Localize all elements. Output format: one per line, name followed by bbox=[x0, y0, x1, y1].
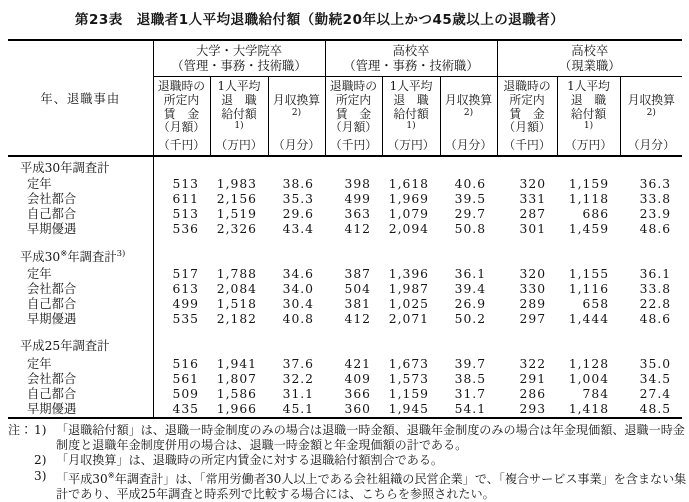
value-cell: 561 bbox=[172, 372, 199, 386]
footnote-text-segment: 「平成30 bbox=[56, 471, 108, 486]
group-label-line: （現業職） bbox=[559, 59, 621, 73]
footnote-text-segment: 年調査計」は、「常用労働者30人以上である会社組織の民営企業」で、「複合サービス事業」を含まない集計であり、平成25年調査と時系列で比較する場合には、こちらを参照されたい。 bbox=[56, 471, 687, 501]
footnote-prefix bbox=[8, 453, 34, 468]
footnote-marker: 1) bbox=[34, 423, 47, 437]
category-label: 定年 bbox=[8, 267, 153, 282]
value-cell: 536 bbox=[172, 222, 199, 236]
value-cell: 22.8 bbox=[639, 297, 672, 311]
value-cell: 291 bbox=[519, 372, 547, 386]
footnote-ref: 1) bbox=[583, 121, 594, 132]
footnote bbox=[8, 453, 689, 468]
value-cell: 412 bbox=[344, 312, 372, 326]
block-title-text: 平成30年調査計 bbox=[20, 161, 110, 175]
footnote-sup: ※ bbox=[107, 470, 115, 481]
value-cell: 435 bbox=[172, 402, 199, 416]
value-cell: 37.6 bbox=[282, 357, 315, 371]
value-cell: 48.6 bbox=[639, 222, 672, 236]
value-cell: 31.7 bbox=[454, 387, 487, 401]
subheader-line: 月収換算 bbox=[272, 93, 321, 107]
value-cell: 1,159 bbox=[568, 177, 610, 191]
value-cell: 286 bbox=[519, 387, 547, 401]
value-cell: 409 bbox=[344, 372, 372, 386]
category-label: 早期優遇 bbox=[8, 222, 153, 237]
group-label-line: （管理・事務・技術職） bbox=[343, 59, 479, 73]
footnote-ref: 2) bbox=[646, 107, 656, 118]
unit-label: （万円） bbox=[387, 138, 435, 152]
value-cell: 613 bbox=[172, 282, 199, 296]
table-row bbox=[8, 372, 682, 387]
value-cell: 1,079 bbox=[388, 207, 430, 221]
subheader-line: 1人平均 bbox=[389, 79, 433, 93]
value-cell: 23.9 bbox=[639, 207, 672, 221]
category-label: 会社都合 bbox=[8, 282, 153, 297]
block-title-sup: 3) bbox=[116, 248, 126, 259]
value-cell: 54.1 bbox=[454, 402, 487, 416]
subheader-line: （月額） bbox=[503, 120, 551, 135]
value-cell: 1,573 bbox=[388, 372, 430, 386]
value-cell: 1,004 bbox=[568, 372, 610, 386]
table-row bbox=[8, 357, 682, 372]
subheader-line: 1人平均 bbox=[567, 79, 610, 93]
block-title-text: 平成25年調査計 bbox=[20, 338, 110, 353]
value-cell: 1,396 bbox=[388, 267, 430, 281]
footnote-text bbox=[56, 469, 689, 502]
table-row bbox=[8, 267, 682, 282]
value-cell: 1,673 bbox=[388, 357, 430, 371]
subheader-line: 退職時の bbox=[329, 79, 378, 93]
value-cell: 387 bbox=[344, 267, 372, 281]
value-cell: 381 bbox=[344, 297, 372, 311]
value-cell: 363 bbox=[344, 207, 372, 221]
table-row bbox=[8, 387, 682, 402]
value-cell: 1,941 bbox=[216, 357, 257, 371]
value-cell: 33.8 bbox=[639, 192, 672, 206]
category-label: 会社都合 bbox=[8, 192, 153, 207]
value-cell: 48.6 bbox=[639, 312, 672, 326]
block-header-row bbox=[8, 327, 682, 357]
table-row bbox=[8, 402, 682, 418]
value-cell: 301 bbox=[519, 222, 547, 236]
category-label: 自己都合 bbox=[8, 297, 153, 312]
block-title-text: 平成30 bbox=[20, 250, 61, 265]
category-label: 自己都合 bbox=[8, 387, 153, 402]
value-cell: 293 bbox=[519, 402, 547, 416]
table-title: 第23表 退職者1人平均退職給付額（勤続20年以上かつ45歳以上の退職者） bbox=[75, 12, 565, 28]
group-header-highschool-production bbox=[497, 40, 682, 77]
value-cell: 784 bbox=[582, 387, 610, 401]
value-cell: 412 bbox=[344, 222, 372, 236]
value-cell: 1,983 bbox=[216, 177, 257, 191]
block-header-row bbox=[8, 156, 682, 177]
stub-header: 年、退職事由 bbox=[8, 40, 153, 156]
subheader-wage-g1 bbox=[153, 77, 210, 157]
subheader-monthly-g3 bbox=[620, 77, 682, 157]
footnote bbox=[8, 469, 689, 502]
group-label-line: （管理・事務・技術職） bbox=[171, 59, 307, 73]
value-cell: 36.1 bbox=[454, 267, 487, 281]
table-row bbox=[8, 192, 682, 207]
subheader-line: 退 職 bbox=[570, 92, 607, 107]
footnote-text: 「月収換算」は、退職時の所定内賃金に対する退職給付額割合である。 bbox=[56, 453, 444, 468]
subheader-benefit-g1 bbox=[210, 77, 268, 157]
block-header-row bbox=[8, 237, 682, 267]
block-title-sup: ※ bbox=[60, 248, 68, 259]
group-label-line: 大学・大学院卒 bbox=[195, 44, 283, 58]
subheader-line: 賃 金 bbox=[509, 106, 545, 121]
value-cell: 513 bbox=[172, 177, 199, 191]
value-cell: 1,116 bbox=[568, 282, 610, 296]
table-row bbox=[8, 207, 682, 222]
value-cell: 30.4 bbox=[282, 297, 315, 311]
group-header-highschool-admin bbox=[325, 40, 497, 77]
table-row bbox=[8, 177, 682, 192]
value-cell: 398 bbox=[344, 177, 372, 191]
table-row bbox=[8, 222, 682, 237]
subheader-line: 1人平均 bbox=[217, 79, 261, 93]
value-cell: 39.7 bbox=[454, 357, 487, 371]
value-cell: 2,182 bbox=[216, 312, 257, 326]
value-cell: 366 bbox=[344, 387, 372, 401]
subheader-line: 退職時の bbox=[157, 79, 206, 93]
footnote-text: 「退職給付額」は、退職一時金制度のみの場合は退職一時金額、退職年金制度のみの場合は年金現価額、退職一時金制度と退職年金制度併用の場合は、退職一時金額と年金現価額の計である。 bbox=[56, 423, 685, 453]
category-label: 早期優遇 bbox=[8, 312, 153, 327]
value-cell: 33.8 bbox=[639, 282, 672, 296]
value-cell: 320 bbox=[519, 267, 547, 281]
subheader-monthly-g2 bbox=[440, 77, 497, 157]
value-cell: 1,586 bbox=[216, 387, 257, 401]
value-cell: 39.4 bbox=[454, 282, 487, 296]
value-cell: 504 bbox=[344, 282, 372, 296]
table-row bbox=[8, 312, 682, 327]
unit-label: （万円） bbox=[215, 138, 263, 152]
value-cell: 36.3 bbox=[639, 177, 672, 191]
value-cell: 43.4 bbox=[282, 222, 315, 236]
value-cell: 2,156 bbox=[216, 192, 257, 206]
subheader-wage-g2 bbox=[325, 77, 382, 157]
value-cell: 34.0 bbox=[282, 282, 315, 296]
footnotes bbox=[8, 423, 689, 502]
block-header-filler bbox=[153, 237, 682, 267]
value-cell: 45.1 bbox=[282, 402, 315, 416]
unit-label: （月分） bbox=[272, 138, 321, 152]
value-cell: 29.6 bbox=[282, 207, 315, 221]
block-title bbox=[8, 327, 153, 357]
subheader-line: 月収換算 bbox=[444, 93, 493, 107]
subheader-line: 退 職 bbox=[393, 92, 429, 107]
value-cell: 499 bbox=[344, 192, 372, 206]
footnote-ref: 2) bbox=[463, 107, 474, 118]
footnote-marker: 2) bbox=[34, 453, 47, 468]
value-cell: 1,788 bbox=[216, 267, 257, 281]
subheader-line: 賃 金 bbox=[335, 106, 372, 121]
value-cell: 330 bbox=[519, 282, 547, 296]
group-header-row bbox=[8, 40, 682, 77]
footnote-prefix: 注： bbox=[8, 423, 33, 437]
subheader-benefit-g3 bbox=[557, 77, 620, 157]
block-header-filler bbox=[153, 156, 682, 177]
block-title bbox=[8, 237, 153, 267]
value-cell: 36.1 bbox=[639, 267, 672, 281]
footnote-ref: 1) bbox=[406, 121, 416, 132]
value-cell: 1,025 bbox=[388, 297, 430, 311]
value-cell: 658 bbox=[582, 297, 610, 311]
subheader-monthly-g1 bbox=[268, 77, 325, 157]
value-cell: 535 bbox=[172, 312, 199, 326]
value-cell: 1,519 bbox=[216, 207, 257, 221]
value-cell: 513 bbox=[172, 207, 199, 221]
unit-label: （月分） bbox=[444, 138, 493, 152]
unit-label: （千円） bbox=[329, 138, 378, 152]
subheader-line: 退 職 bbox=[221, 92, 257, 107]
value-cell: 2,094 bbox=[388, 222, 430, 236]
value-cell: 1,418 bbox=[568, 402, 610, 416]
value-cell: 1,966 bbox=[216, 402, 257, 416]
value-cell: 331 bbox=[519, 192, 547, 206]
value-cell: 287 bbox=[519, 207, 547, 221]
value-cell: 38.6 bbox=[282, 177, 315, 191]
value-cell: 297 bbox=[519, 312, 547, 326]
unit-label: （万円） bbox=[564, 138, 613, 152]
value-cell: 34.5 bbox=[639, 372, 672, 386]
value-cell: 1,118 bbox=[568, 192, 610, 206]
table-row bbox=[8, 282, 682, 297]
value-cell: 1,618 bbox=[388, 177, 430, 191]
value-cell: 1,969 bbox=[388, 192, 430, 206]
value-cell: 611 bbox=[172, 192, 199, 206]
value-cell: 1,987 bbox=[388, 282, 430, 296]
category-label: 自己都合 bbox=[8, 207, 153, 222]
value-cell: 38.5 bbox=[454, 372, 487, 386]
value-cell: 516 bbox=[172, 357, 199, 371]
value-cell: 289 bbox=[519, 297, 547, 311]
footnote-marker: 3) bbox=[34, 468, 47, 483]
value-cell: 32.2 bbox=[282, 372, 315, 386]
value-cell: 421 bbox=[344, 357, 372, 371]
subheader-line: 月収換算 bbox=[627, 93, 675, 107]
category-label: 定年 bbox=[8, 357, 153, 372]
subheader-line: （月額） bbox=[329, 120, 378, 135]
value-cell: 1,459 bbox=[568, 222, 610, 236]
subheader-line: 所定内 bbox=[163, 92, 200, 107]
category-label: 会社都合 bbox=[8, 372, 153, 387]
value-cell: 31.1 bbox=[282, 387, 315, 401]
retirement-benefits-table bbox=[8, 39, 682, 419]
value-cell: 2,071 bbox=[388, 312, 430, 326]
unit-label: （月分） bbox=[627, 138, 675, 152]
subheader-line: 所定内 bbox=[335, 92, 372, 107]
subheader-line: 給付額 bbox=[221, 106, 257, 121]
value-cell: 48.5 bbox=[639, 402, 672, 416]
subheader-line: 給付額 bbox=[570, 106, 607, 121]
value-cell: 2,084 bbox=[216, 282, 257, 296]
table-row bbox=[8, 297, 682, 312]
footnote-ref: 2) bbox=[291, 107, 302, 118]
value-cell: 40.6 bbox=[454, 177, 487, 191]
value-cell: 2,326 bbox=[216, 222, 257, 236]
group-label-line: 高校卒 bbox=[571, 44, 609, 58]
table-body bbox=[8, 156, 682, 418]
subheader-benefit-g2 bbox=[382, 77, 440, 157]
value-cell: 1,128 bbox=[568, 357, 610, 371]
value-cell: 509 bbox=[172, 387, 199, 401]
value-cell: 29.7 bbox=[454, 207, 487, 221]
subheader-line: 退職時の bbox=[503, 79, 551, 93]
subheader-line: 給付額 bbox=[393, 106, 429, 121]
value-cell: 360 bbox=[344, 402, 372, 416]
value-cell: 1,945 bbox=[388, 402, 430, 416]
value-cell: 499 bbox=[172, 297, 199, 311]
value-cell: 1,155 bbox=[568, 267, 610, 281]
value-cell: 35.3 bbox=[282, 192, 315, 206]
unit-label: （千円） bbox=[503, 138, 551, 152]
footnote bbox=[8, 423, 689, 453]
value-cell: 39.5 bbox=[454, 192, 487, 206]
subheader-wage-g3 bbox=[497, 77, 557, 157]
value-cell: 50.8 bbox=[454, 222, 487, 236]
subheader-line: 所定内 bbox=[509, 92, 545, 107]
subheader-line: 賃 金 bbox=[163, 106, 200, 121]
value-cell: 27.4 bbox=[639, 387, 672, 401]
value-cell: 1,518 bbox=[216, 297, 257, 311]
value-cell: 1,159 bbox=[388, 387, 430, 401]
block-title bbox=[8, 156, 153, 177]
value-cell: 1,807 bbox=[216, 372, 257, 386]
category-label: 早期優遇 bbox=[8, 402, 153, 418]
value-cell: 686 bbox=[582, 207, 610, 221]
block-header-filler bbox=[153, 327, 682, 357]
value-cell: 517 bbox=[172, 267, 199, 281]
value-cell: 26.9 bbox=[454, 297, 487, 311]
footnote-ref: 1) bbox=[234, 121, 244, 132]
value-cell: 322 bbox=[519, 357, 547, 371]
value-cell: 50.2 bbox=[454, 312, 487, 326]
value-cell: 1,444 bbox=[568, 312, 610, 326]
value-cell: 40.8 bbox=[282, 312, 315, 326]
category-label: 定年 bbox=[8, 177, 153, 192]
value-cell: 35.0 bbox=[639, 357, 672, 371]
footnote-prefix bbox=[8, 469, 34, 502]
subheader-line: （月額） bbox=[157, 120, 206, 135]
value-cell: 34.6 bbox=[282, 267, 315, 281]
group-label-line: 高校卒 bbox=[392, 44, 430, 58]
value-cell: 320 bbox=[519, 177, 547, 191]
unit-label: （千円） bbox=[157, 138, 206, 152]
block-title-text: 年調査計 bbox=[67, 250, 117, 265]
group-header-university bbox=[153, 40, 325, 77]
